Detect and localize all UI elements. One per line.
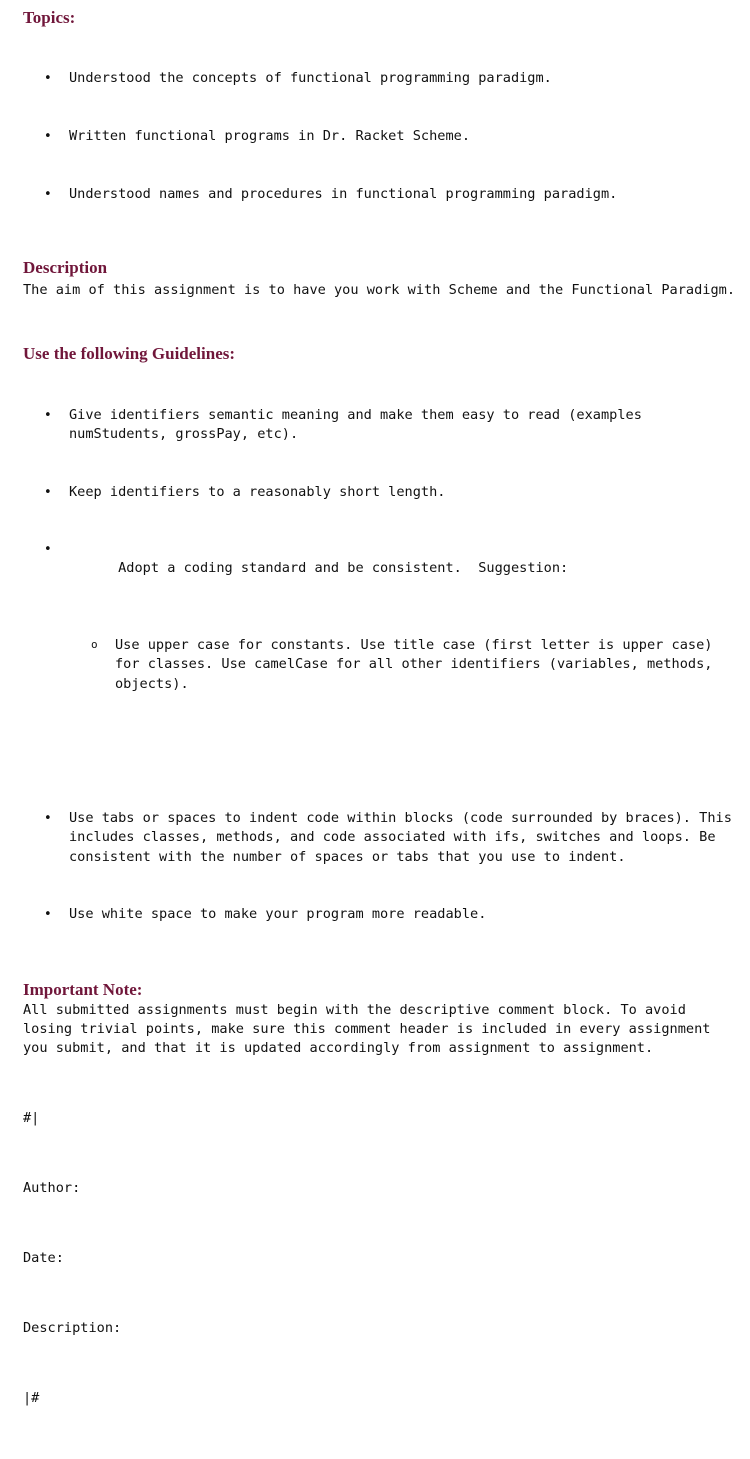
assignment-document	[23, 8, 741, 1459]
guideline-subitem: o Use upper case for constants. Use title case (first letter is upper case) for classes. Use camelCase for all other identifiers (variables, methods, objects).	[69, 636, 738, 694]
topics-list	[23, 31, 738, 242]
guideline-item: • Give identifiers semantic meaning and make them easy to read (examples numStudents, grossPay, etc).	[23, 406, 738, 444]
description-heading: Description	[23, 258, 108, 278]
guideline-item: • Use white space to make your program more readable.	[23, 905, 738, 924]
topic-item: • Written functional programs in Dr. Racket Scheme.	[23, 127, 738, 146]
guideline-item	[23, 540, 738, 770]
guideline-item: • Keep identifiers to a reasonably short length.	[23, 483, 738, 502]
description-text: The aim of this assignment is to have you work with Scheme and the Functional Paradigm.	[23, 282, 736, 299]
topic-item: • Understood names and procedures in functional programming paradigm.	[23, 185, 738, 204]
topic-item: • Understood the concepts of functional programming paradigm.	[23, 69, 738, 88]
guidelines-list	[23, 367, 741, 962]
comment-author-line: Author:	[23, 1179, 81, 1196]
guideline-item-text: Adopt a coding standard and be consistent. Suggestion:	[118, 560, 569, 577]
guideline-item: • Use tabs or spaces to indent code within blocks (code surrounded by braces). This includes classes, methods, and code associated with ifs, switches and loops. Be consistent with the number of spaces or tabs that you use to indent.	[23, 809, 738, 867]
guidelines-heading: Use the following Guidelines:	[23, 344, 236, 364]
comment-open: #|	[23, 1109, 40, 1126]
comment-block	[23, 1070, 738, 1459]
important-note-text: All submitted assignments must begin with the descriptive comment block. To avoid losing trivial points, make sure this comment header is included in every assignment you submit, and that it is updated accordingly from assignment to assignment.	[23, 1001, 719, 1057]
important-note-heading: Important Note:	[23, 979, 143, 999]
comment-description-line: Description:	[23, 1320, 122, 1337]
topics-heading: Topics:	[23, 8, 76, 27]
comment-date-line: Date:	[23, 1249, 64, 1266]
comment-close: |#	[23, 1390, 40, 1407]
guideline-sublist	[69, 598, 738, 732]
